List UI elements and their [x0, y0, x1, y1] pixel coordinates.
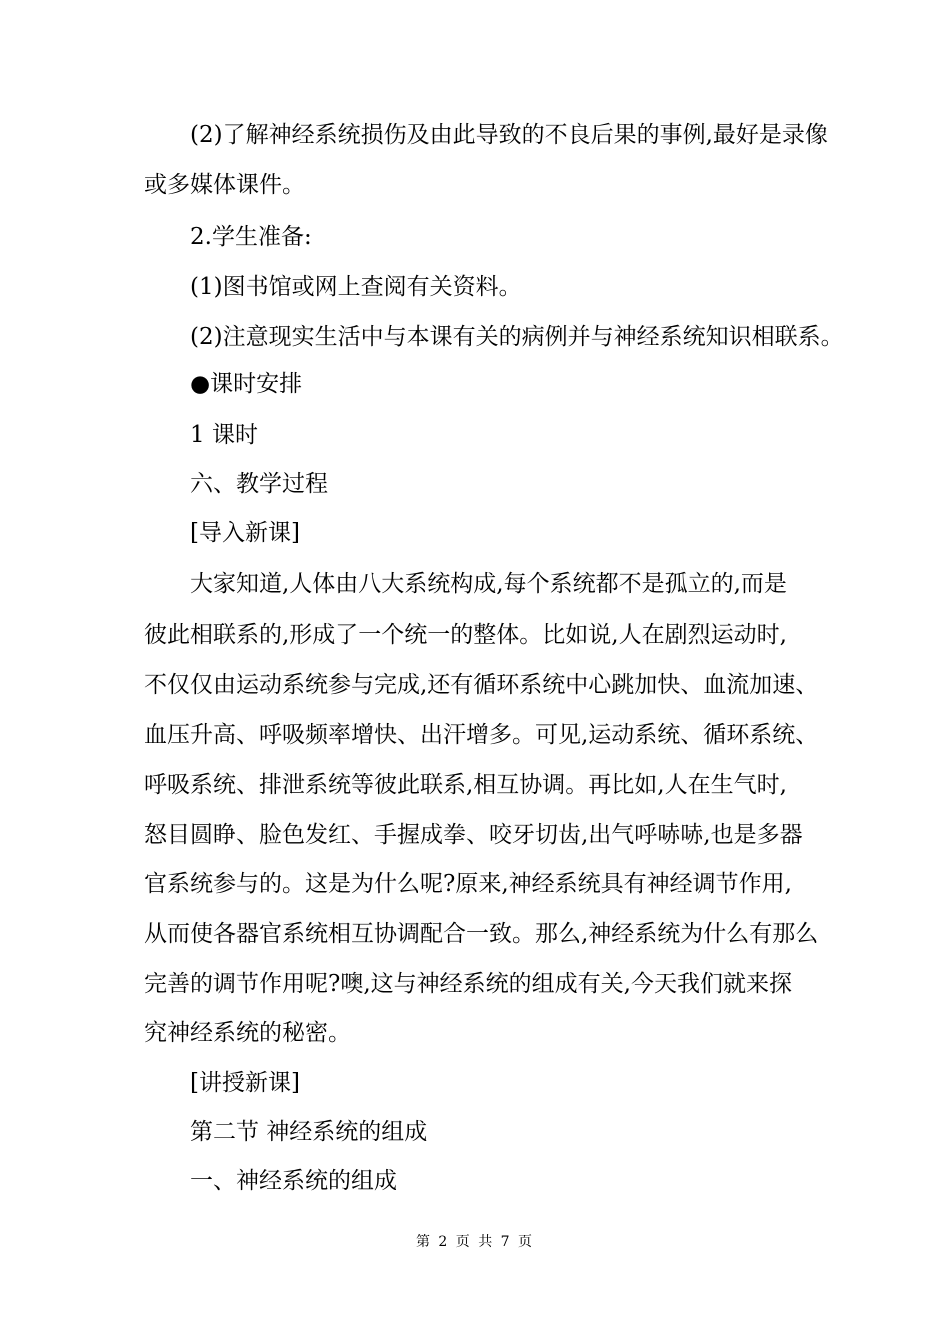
text-line: (2)注意现实生活中与本课有关的病例并与神经系统知识相联系。	[190, 324, 844, 350]
bracket-heading: [讲授新课]	[190, 1070, 300, 1096]
text-line: (2)了解神经系统损伤及由此导致的不良后果的事例,最好是录像	[190, 122, 828, 148]
section-label: 2.学生准备:	[190, 224, 312, 250]
section-heading: 六、教学过程	[190, 471, 328, 497]
text-line: 1 课时	[190, 422, 258, 448]
paragraph-line: 怒目圆睁、脸色发红、手握成拳、咬牙切齿,出气呼哧哧,也是多器	[144, 822, 803, 848]
section-subtitle: 一、神经系统的组成	[190, 1168, 397, 1194]
paragraph-line: 究神经系统的秘密。	[144, 1020, 351, 1046]
section-title: 第二节 神经系统的组成	[190, 1119, 428, 1145]
page-footer: 第 2 页 共 7 页	[415, 1234, 535, 1250]
paragraph-line: 大家知道,人体由八大系统构成,每个系统都不是孤立的,而是	[190, 571, 787, 597]
text-line: (1)图书馆或网上查阅有关资料。	[190, 274, 522, 300]
paragraph-line: 呼吸系统、排泄系统等彼此联系,相互协调。再比如,人在生气时,	[144, 772, 787, 798]
paragraph-line: 彼此相联系的,形成了一个统一的整体。比如说,人在剧烈运动时,	[144, 622, 787, 648]
paragraph-line: 完善的调节作用呢?噢,这与神经系统的组成有关,今天我们就来探	[144, 971, 792, 997]
text-line: 或多媒体课件。	[144, 172, 305, 198]
bracket-heading: [导入新课]	[190, 520, 300, 546]
section-heading: ●课时安排	[190, 371, 303, 397]
paragraph-line: 从而使各器官系统相互协调配合一致。那么,神经系统为什么有那么	[144, 921, 819, 947]
paragraph-line: 官系统参与的。这是为什么呢?原来,神经系统具有神经调节作用,	[144, 871, 792, 897]
paragraph-line: 血压升高、呼吸频率增快、出汗增多。可见,运动系统、循环系统、	[144, 722, 819, 748]
paragraph-line: 不仅仅由运动系统参与完成,还有循环系统中心跳加快、血流加速、	[144, 672, 819, 698]
